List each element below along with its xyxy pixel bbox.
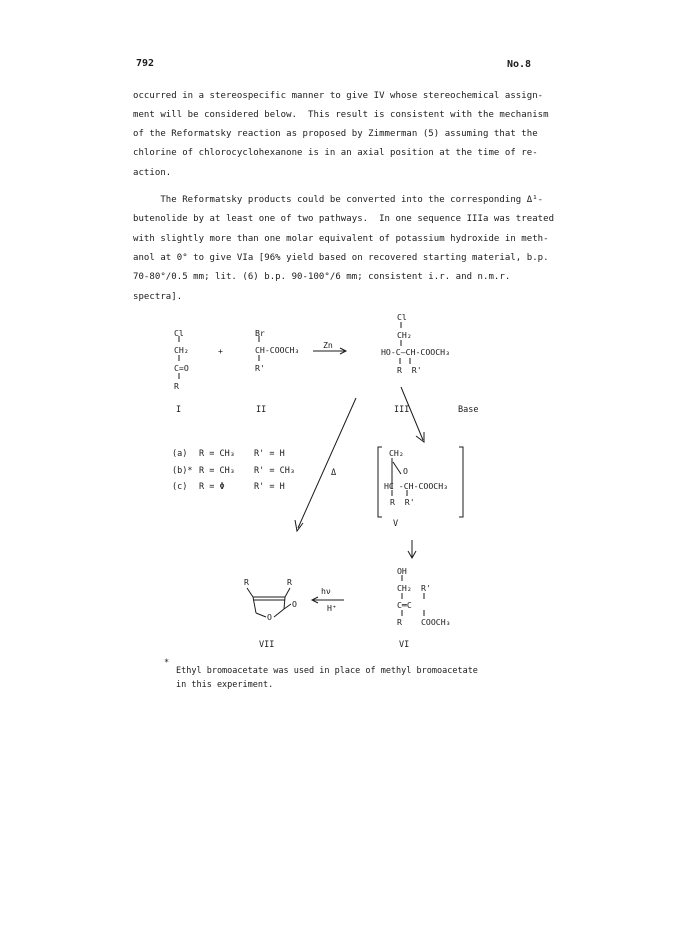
body-line: with slightly more than one molar equivalent of potassium hydroxide in meth- [133, 234, 549, 244]
body-line: spectra]. [133, 292, 183, 302]
body-line: occurred in a stereospecific manner to give IV whose stereochemical assign- [133, 91, 544, 101]
compound-I-carbonyl: C=O [174, 363, 189, 373]
footnote-line: Ethyl bromoacetate was used in place of methyl bromoacetate [176, 666, 478, 676]
compound-VI-r: R [397, 617, 402, 627]
substituent-r: R = CH₃ [199, 449, 235, 459]
compound-VII-label: VII [259, 640, 275, 650]
compound-VII-carbonyl-oxygen: O [292, 599, 297, 609]
compound-VI-oh: OH [397, 566, 407, 576]
footnote-mark: * [164, 658, 170, 668]
compound-V-ch2: CH₂ [389, 448, 404, 458]
substituent-label: (b)* [172, 466, 193, 476]
compound-VII-ring-oxygen: O [267, 612, 272, 622]
compound-I-cl: Cl [174, 328, 184, 338]
base-reagent: Base [458, 405, 479, 415]
compound-III-label: III [394, 405, 410, 415]
body-line: ment will be considered below. This result is consistent with the mechanism [133, 110, 549, 120]
substituent-rprime: R' = H [254, 482, 285, 492]
substituent-r: R = Φ [199, 482, 225, 492]
journal-number: No.8 [507, 59, 532, 70]
compound-I-ch2: CH₂ [174, 345, 189, 355]
compound-I-r: R [174, 381, 179, 391]
heat-delta: Δ [331, 468, 337, 478]
acid-catalyst: H⁺ [327, 603, 337, 613]
body-line: The Reformatsky products could be converted into the corresponding Δ¹- [133, 195, 544, 205]
compound-VI-double-bond: C═C [397, 600, 412, 610]
compound-II-ch: CH-COOCH₃ [255, 345, 300, 355]
compound-V-substituents: R R' [390, 497, 415, 507]
compound-VII-r1: R [244, 577, 249, 587]
compound-VI-ester: COOCH₃ [421, 617, 451, 627]
substituent-rprime: R' = CH₃ [254, 466, 295, 476]
substituent-r: R = CH₃ [199, 466, 235, 476]
substituent-label: (a) [172, 449, 188, 459]
compound-VI-ch2: CH₂ [397, 583, 412, 593]
compound-I-label: I [176, 405, 182, 415]
compound-III-cl: Cl [397, 312, 407, 322]
compound-VII-r2: R [287, 577, 292, 587]
photolysis-hv: hν [321, 586, 331, 596]
compound-III-ch2: CH₂ [397, 330, 412, 340]
compound-VI-label: VI [399, 640, 410, 650]
body-line: 70-80°/0.5 mm; lit. (6) b.p. 90-100°/6 mm; consistent i.r. and n.m.r. [133, 272, 511, 282]
compound-II-r: R' [255, 363, 265, 373]
substituent-rprime: R' = H [254, 449, 285, 459]
body-line: chlorine of chlorocyclohexanone is in an axial position at the time of re- [133, 148, 538, 158]
compound-V-oxygen: O [403, 466, 408, 476]
compound-III-main: HO-C—CH-COOCH₃ [381, 347, 451, 357]
body-line: action. [133, 168, 172, 178]
plus-sign: + [218, 346, 223, 356]
compound-II-label: II [256, 405, 267, 415]
compound-III-substituents: R R' [397, 365, 422, 375]
compound-VI-rprime: R' [421, 583, 431, 593]
substituent-label: (c) [172, 482, 188, 492]
compound-V-label: V [393, 519, 399, 529]
zinc-reagent: Zn [323, 340, 333, 350]
footnote-line: in this experiment. [176, 680, 274, 690]
compound-V-main: HC -CH-COOCH₃ [384, 481, 449, 491]
body-line: butenolide by at least one of two pathways. In one sequence IIIa was treated [133, 214, 555, 224]
body-line: anol at 0° to give VIa [96% yield based on recovered starting material, b.p. [133, 253, 549, 263]
page-number: 792 [136, 58, 155, 69]
compound-II-br: Br [255, 328, 265, 338]
body-line: of the Reformatsky reaction as proposed by Zimmerman (5) assuming that the [133, 129, 538, 139]
